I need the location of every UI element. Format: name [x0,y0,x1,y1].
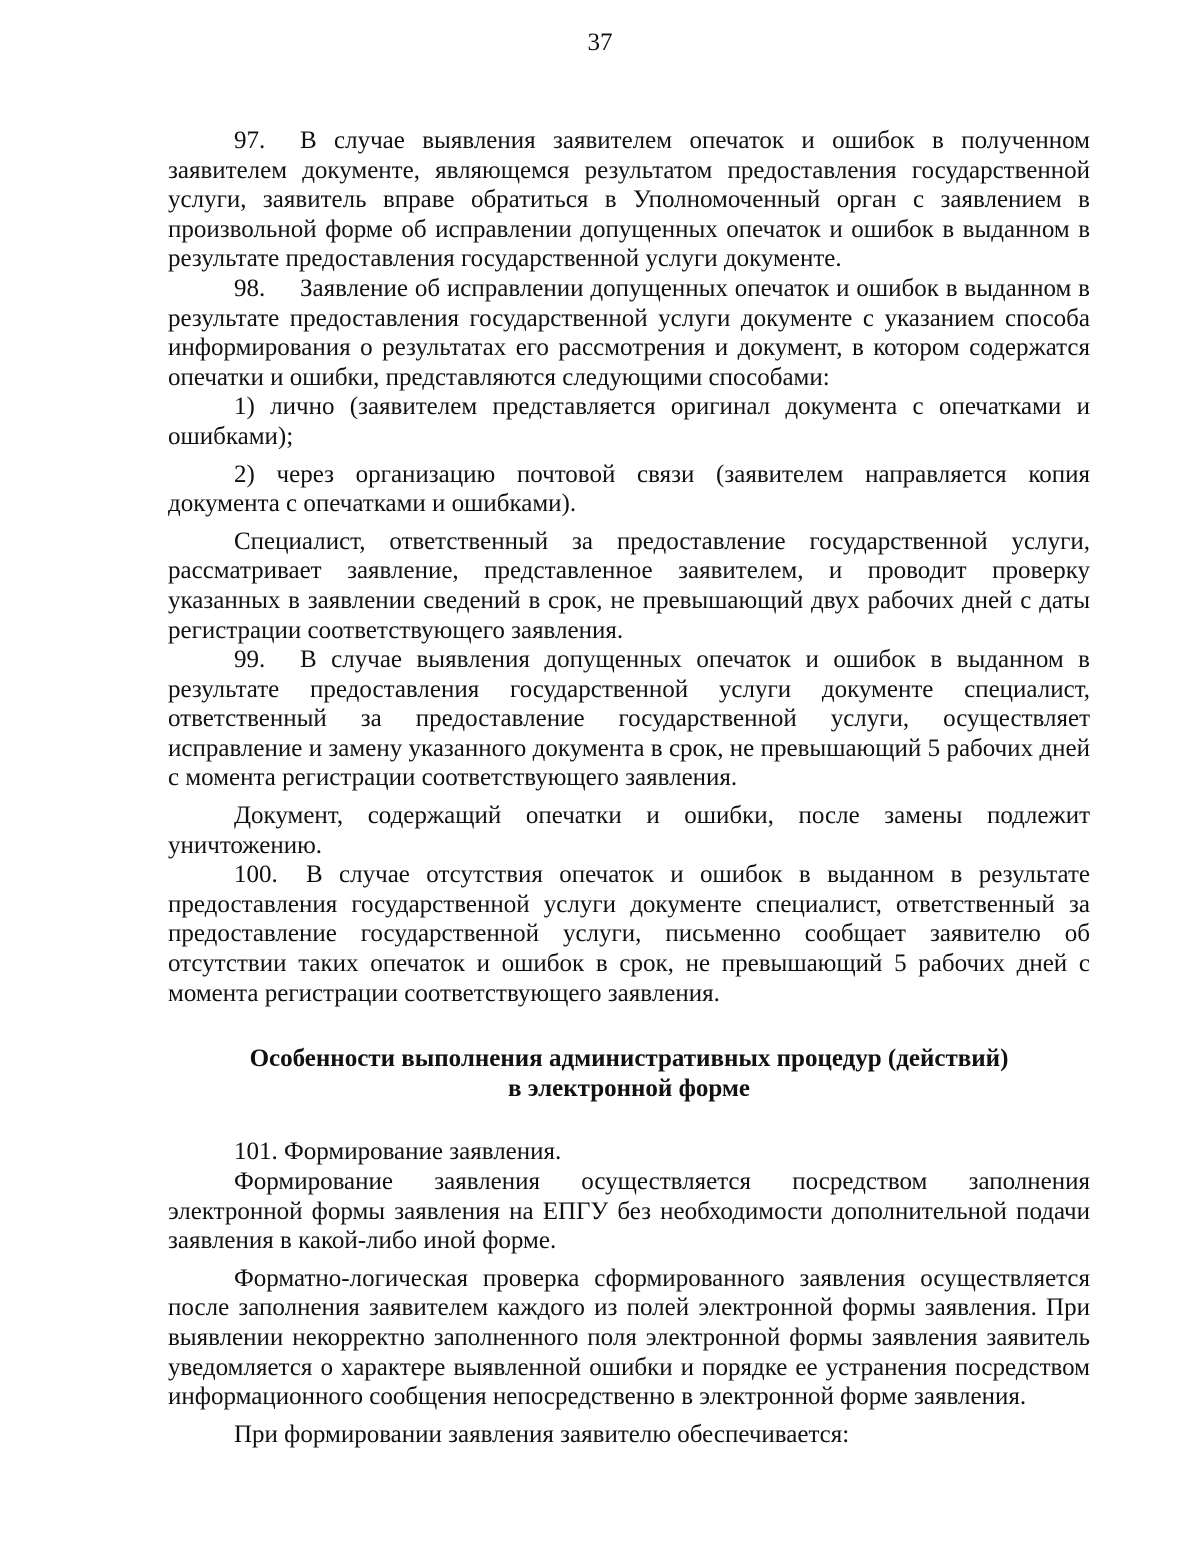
paragraph-97 [168,126,1090,274]
paragraph-98-specialist: Специалист, ответственный за предоставление государственной услуги, рассматривает заявление, представленное заявителем, и проводит проверку указанных в заявлении сведений в срок, не превышающий двух рабочих дней с даты регистрации соответствующего заявления. [168,527,1090,644]
paragraph-99 [168,645,1090,793]
paragraph-98-text: Заявление об исправлении допущенных опечаток и ошибок в выданном в результате предоставления государственной услуги документе с указанием способа информирования о результатах его рассмотрения и документ, в котором содержатся опечатки и ошибки, представляются следующими способами: [168,274,1090,391]
paragraph-100-text: В случае отсутствия опечаток и ошибок в выданном в результате предоставления государственной услуги документе специалист, ответственный за предоставление государственной услуги, письменно сообщает заявителю об отсутствии таких опечаток и ошибок в срок, не превышающий 5 рабочих дней с момента регистрации соответствующего заявления. [168,861,1090,1007]
paragraph-101-title: 101. Формирование заявления. [234,1138,562,1166]
paragraph-99-text: В случае выявления допущенных опечаток и ошибок в выданном в результате предоставления государственной услуги документе специалист, ответственный за предоставление государственной услуги, осуществляет исправление и замену указанного документа в срок, не превышающий 5 рабочих дней с момента регистрации соответствующего заявления. [168,646,1090,792]
paragraph-98-number: 98. [234,274,266,302]
paragraph-99-document: Документ, содержащий опечатки и ошибки, после замены подлежит уничтожению. [168,802,1090,859]
paragraph-97-number: 97. [234,127,266,154]
paragraph-98-item-2: 2) через организацию почтовой связи (заявителем направляется копия документа с опечатками и ошибками). [168,460,1090,518]
paragraph-98-item-1: 1) лично (заявителем представляется оригинал документа с опечатками и ошибками); [168,393,1090,450]
paragraph-101-text-1: Формирование заявления осуществляется посредством заполнения электронной формы заявления на ЕПГУ без необходимости дополнительной подачи заявления в какой-либо иной форме. [168,1168,1090,1255]
paragraph-98 [168,274,1090,392]
section-heading-line-2: в электронной форме [507,1074,751,1102]
section-heading [168,1044,1090,1103]
paragraph-100-number: 100. [234,861,278,889]
paragraph-101-text-2: Форматно-логическая проверка сформированного заявления осуществляется после заполнения заявителем каждого из полей электронной формы заявления. При выявлении некорректно заполненного поля электронной формы заявления заявитель уведомляется о характере выявленной ошибки и порядке ее устранения посредством информационного сообщения непосредственно в электронной форме заявления. [168,1264,1090,1411]
paragraph-101-text-3: При формировании заявления заявителю обеспечивается: [234,1420,850,1448]
page-number: 37 [587,29,613,56]
paragraph-100 [168,860,1090,1008]
section-heading-line-1: Особенности выполнения административных процедур (действий) [249,1045,1009,1073]
paragraph-97-text: В случае выявления заявителем опечаток и ошибок в полученном заявителем документе, являющемся результатом предоставления государственной услуги, заявитель вправе обратиться в Уполномоченный орган с заявлением в произвольной форме об исправлении допущенных опечаток и ошибок в выданном в результате предоставления государственной услуги документе. [168,127,1090,273]
paragraph-99-number: 99. [234,646,266,674]
document-body [168,126,1090,1449]
